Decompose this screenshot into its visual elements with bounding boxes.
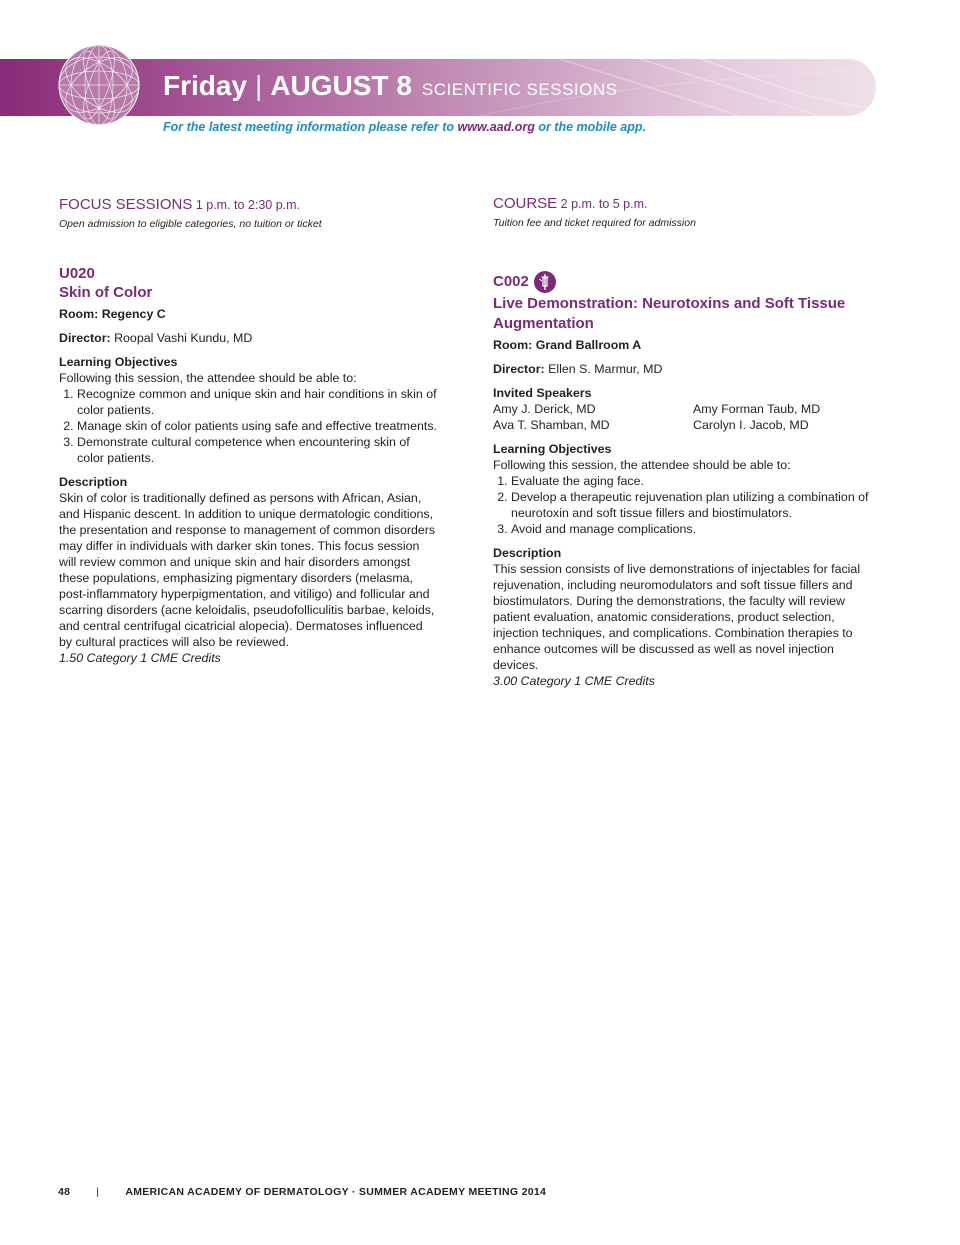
section-name: FOCUS SESSIONS [59, 196, 193, 213]
room-label: Room: [59, 307, 99, 321]
course-column [493, 196, 873, 689]
focus-session-column [59, 197, 439, 666]
objective-item: 2. Manage skin of color patients using safe and effective treatments. [77, 418, 439, 434]
session-code-text: U020 [59, 265, 95, 282]
description-heading: Description [59, 475, 128, 489]
info-suffix: or the mobile app. [538, 120, 646, 134]
director-label: Director: [59, 331, 111, 345]
objectives-list [493, 473, 873, 537]
page-title [163, 70, 617, 110]
objective-item: 3. Demonstrate cultural competence when encountering skin of color patients. [77, 434, 439, 466]
section-heading [59, 197, 439, 213]
title-separator: | [255, 70, 263, 101]
session-title: Skin of Color [59, 284, 153, 301]
room-value: Grand Ballroom A [535, 338, 642, 352]
speakers-list [493, 401, 873, 433]
date-label: AUGUST 8 [270, 70, 412, 101]
objective-item: 3. Avoid and manage complications. [511, 521, 873, 537]
session-code [493, 271, 873, 293]
page-footer [58, 1186, 546, 1198]
session-code-text: C002 [493, 273, 529, 290]
objectives-intro: Following this session, the attendee should be able to: [493, 458, 791, 472]
session-director [59, 330, 439, 346]
director-label: Director: [493, 362, 545, 376]
objectives-heading: Learning Objectives [59, 355, 178, 369]
day-label: Friday [163, 70, 248, 101]
objectives-intro: Following this session, the attendee should be able to: [59, 371, 357, 385]
director-value: Roopal Vashi Kundu, MD [114, 331, 253, 345]
description-heading: Description [493, 546, 562, 560]
speakers-heading: Invited Speakers [493, 386, 592, 400]
speaker-name: Ava T. Shamban, MD [493, 418, 610, 432]
section-time: 2 p.m. to 5 p.m. [560, 197, 648, 211]
cme-credits: 1.50 Category 1 CME Credits [59, 651, 221, 665]
section-heading [493, 196, 873, 212]
subtitle-label: SCIENTIFIC SESSIONS [421, 80, 618, 99]
room-value: Regency C [101, 307, 166, 321]
objective-item: 2. Develop a therapeutic rejuvenation plan utilizing a combination of neurotoxin and soft tissue fillers and biostimulators. [511, 489, 873, 521]
objective-item: 1. Recognize common and unique skin and hair conditions in skin of color patients. [77, 386, 439, 418]
session-title: Live Demonstration: Neurotoxins and Soft Tissue Augmentation [493, 295, 846, 332]
objectives-list [59, 386, 439, 466]
objectives-heading: Learning Objectives [493, 442, 612, 456]
description-text: This session consists of live demonstrations of injectables for facial rejuvenation, including neuromodulators and soft tissue fillers and biostimulators. During the demonstrations, the faculty will review patient evaluation, anatomic considerations, product selection, injection techniques, and complications. Combination therapies to enhance outcomes will be discussed as well as novel injection devices. [493, 562, 861, 672]
objective-item: 1. Evaluate the aging face. [511, 473, 873, 489]
footer-separator: | [96, 1186, 100, 1198]
section-note: Open admission to eligible categories, no tuition or ticket [59, 218, 322, 230]
section-note: Tuition fee and ticket required for admission [493, 217, 696, 229]
session-room [493, 337, 873, 353]
section-time: 1 p.m. to 2:30 p.m. [195, 198, 301, 212]
globe-logo-icon [58, 44, 140, 126]
speaker-name: Amy J. Derick, MD [493, 402, 596, 416]
footer-text: AMERICAN ACADEMY OF DERMATOLOGY · SUMMER ACADEMY MEETING 2014 [125, 1186, 547, 1198]
info-url-link[interactable]: www.aad.org [457, 120, 535, 134]
syringe-icon [534, 271, 556, 293]
cme-credits: 3.00 Category 1 CME Credits [493, 674, 655, 688]
description-text: Skin of color is traditionally defined as persons with African, Asian, and Hispanic descent. In addition to unique dermatologic conditions, the presentation and response to management of common disorders may differ in individuals with darker skin tones. This focus session will review common and unique skin and hair disorders amongst these populations, emphasizing pigmentary disorders (melasma, post-inflammatory hyperpigmentation, and vitiligo) and follicular and scarring disorders (acne keloidalis, pseudofolliculitis barbae, keloids, and central centrifugal cicatricial alopecia). Dermatoses influenced by cultural practices will also be reviewed. [59, 491, 436, 649]
info-line [163, 120, 646, 134]
section-name: COURSE [493, 195, 558, 212]
speaker-name: Carolyn I. Jacob, MD [693, 418, 809, 432]
speaker-name: Amy Forman Taub, MD [693, 402, 821, 416]
session-room [59, 306, 439, 322]
director-value: Ellen S. Marmur, MD [548, 362, 663, 376]
page-number: 48 [58, 1186, 71, 1198]
session-code [59, 266, 439, 282]
room-label: Room: [493, 338, 533, 352]
info-prefix: For the latest meeting information please refer to [163, 120, 455, 134]
session-director [493, 361, 873, 377]
